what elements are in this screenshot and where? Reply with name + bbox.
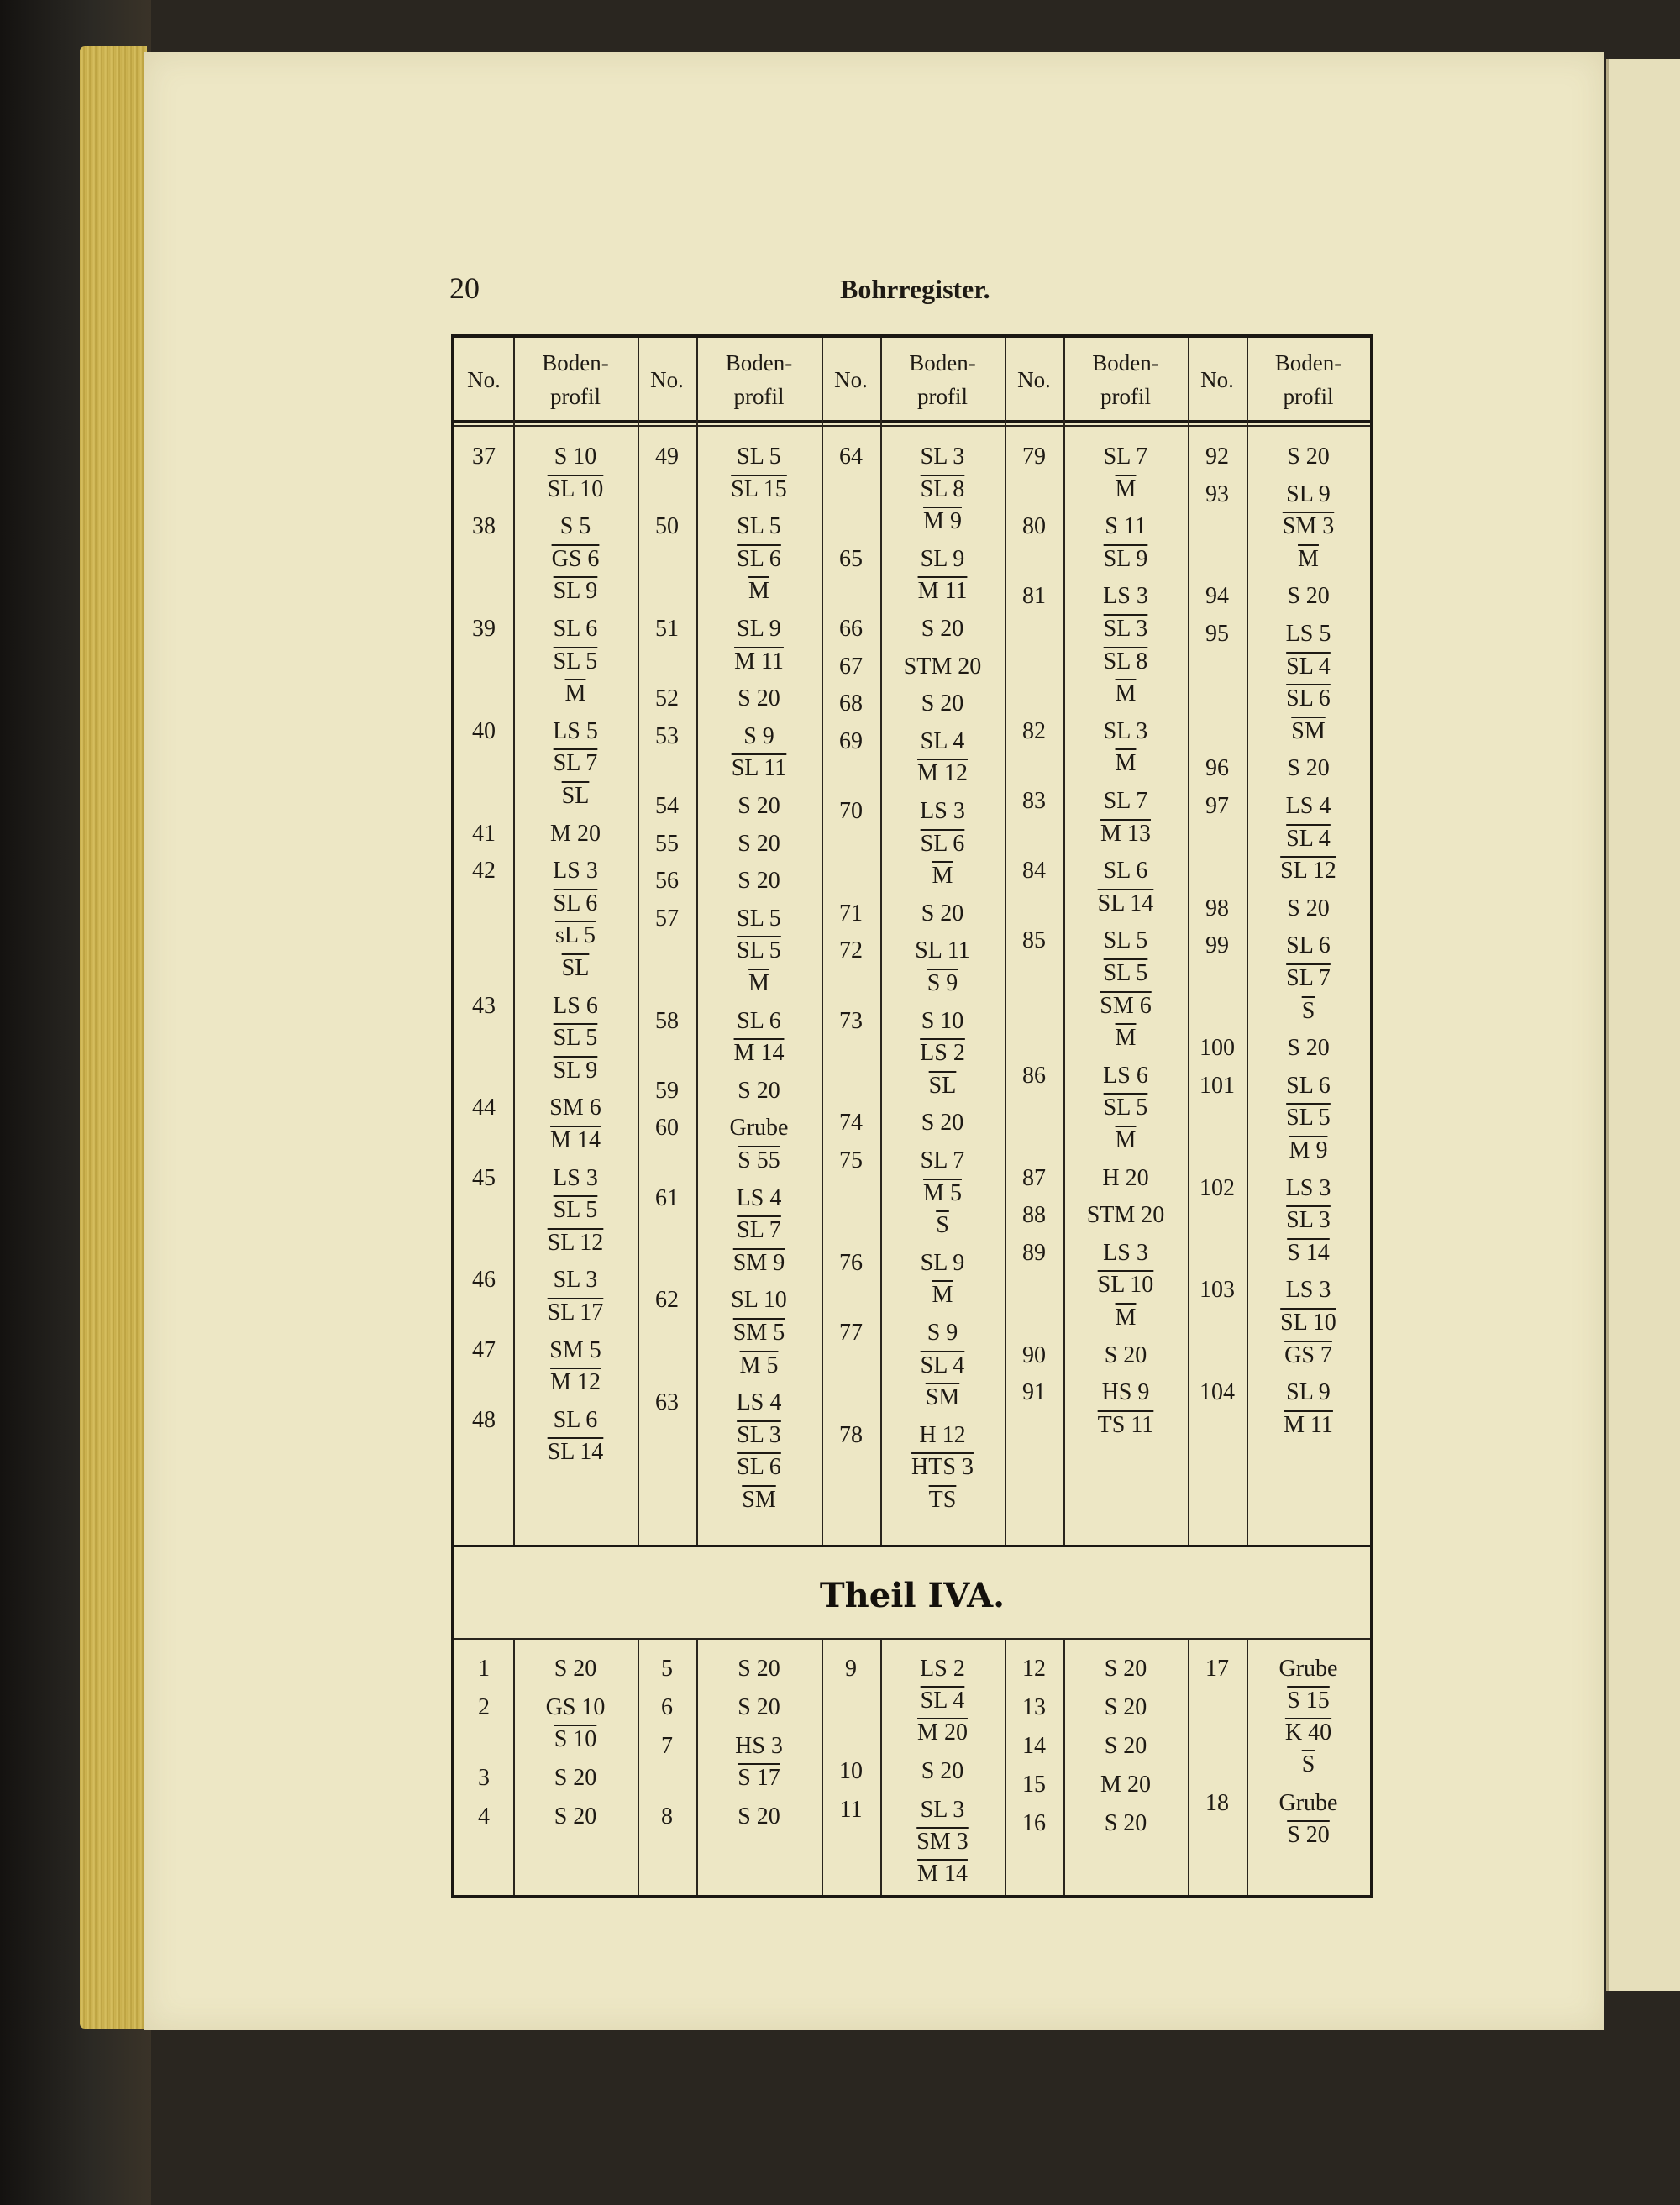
profile-layer: SM 6 — [1100, 992, 1152, 1019]
profile-layer: K 40 — [1284, 1719, 1332, 1746]
profile-layer: SL 5 — [737, 905, 781, 932]
profile-layer: SL 5 — [553, 648, 598, 675]
bore-number: 73 — [839, 1007, 863, 1034]
profile-layer: LS 4 — [736, 1184, 782, 1211]
profile-layer: SL 6 — [1286, 685, 1331, 712]
profile-layer: M 14 — [550, 1127, 601, 1153]
profile-layer: SL 9 — [920, 1249, 965, 1276]
profile-layer: M 12 — [550, 1369, 601, 1396]
bore-number: 55 — [655, 830, 679, 857]
profile-layer: HS 9 — [1101, 1379, 1150, 1406]
profile-layer: SL 17 — [547, 1299, 604, 1326]
bore-number: 62 — [655, 1287, 679, 1314]
profile-layer: sL 5 — [555, 922, 596, 949]
profile-layer: LS 3 — [1285, 1277, 1331, 1304]
profile-layer: S 15 — [1287, 1688, 1330, 1714]
bore-number: 85 — [1022, 927, 1046, 954]
profile-layer: S 20 — [554, 1656, 597, 1682]
bore-number: 9 — [845, 1656, 857, 1682]
bore-number: 46 — [472, 1267, 496, 1294]
bore-number: 52 — [655, 685, 679, 712]
bore-number: 1 — [478, 1656, 490, 1682]
header-bodenprofil — [880, 338, 1005, 422]
profile-layer: TS 11 — [1097, 1411, 1154, 1438]
profile-layer: S 20 — [1287, 895, 1330, 921]
profile-layer: $\overline{M}$ — [1298, 545, 1319, 572]
profile-layer: S 10 — [554, 1726, 597, 1752]
profile-layer: SL 5 — [1103, 960, 1148, 986]
profile-layer: SL 3 — [920, 444, 965, 470]
profile-layer: SL 5 — [1286, 1105, 1331, 1131]
bore-number: 98 — [1205, 895, 1229, 921]
profile-layer: Grube — [729, 1115, 789, 1142]
bore-number: 87 — [1022, 1164, 1046, 1191]
bore-number: 43 — [472, 992, 496, 1019]
profile-layer: S 55 — [738, 1147, 780, 1173]
profile-layer: SL 4 — [1286, 653, 1331, 680]
profile-layer: $\overline{SL}$ — [928, 1072, 957, 1099]
profile-layer: $\overline{S}$ — [1301, 1751, 1315, 1777]
profile-layer: LS 6 — [1103, 1062, 1148, 1089]
bore-number: 12 — [1022, 1656, 1046, 1682]
profile-layer: S 9 — [743, 722, 774, 749]
header-bodenprofil-line1: Boden- — [1274, 350, 1342, 375]
bore-number: 76 — [839, 1249, 863, 1276]
header-bodenprofil — [513, 338, 638, 422]
profile-layer: SL 10 — [731, 1287, 787, 1314]
profile-layer: M 9 — [923, 508, 962, 535]
gilt-page-edges — [80, 46, 147, 2029]
profile-layer: SL 4 — [1286, 825, 1331, 852]
bore-number: 70 — [839, 798, 863, 824]
profile-layer: SM 5 — [549, 1336, 601, 1363]
bore-number: 72 — [839, 937, 863, 964]
profile-layer: SL 3 — [1286, 1207, 1331, 1234]
bore-number: 15 — [1022, 1772, 1046, 1798]
bore-number: 96 — [1205, 755, 1229, 782]
profile-layer: S 20 — [738, 685, 780, 712]
bore-number: 90 — [1022, 1341, 1046, 1368]
profile-layer: LS 2 — [920, 1656, 965, 1682]
profile-layer: SL 6 — [737, 1454, 781, 1481]
bore-number: 93 — [1205, 480, 1229, 507]
profile-layer: $\overline{M}$ — [1115, 475, 1137, 502]
profile-layer: H 12 — [919, 1421, 966, 1448]
header-bodenprofil-line2: profil — [733, 384, 785, 409]
bore-number: 4 — [478, 1803, 490, 1830]
profile-layer: SL 5 — [737, 513, 781, 540]
header-bodenprofil-line1: Boden- — [909, 350, 976, 375]
bore-number: 16 — [1022, 1810, 1046, 1836]
profile-layer: S 20 — [921, 900, 964, 927]
header-bodenprofil-line1: Boden- — [542, 350, 609, 375]
bore-number: 65 — [839, 545, 863, 572]
bore-number: 61 — [655, 1184, 679, 1211]
profile-layer: SL 5 — [1103, 927, 1148, 954]
bore-number: 86 — [1022, 1062, 1046, 1089]
profile-layer: M 13 — [1100, 820, 1151, 847]
bore-number: 39 — [472, 616, 496, 642]
profile-layer: $\overline{M}$ — [1115, 1025, 1137, 1052]
header-bodenprofil — [1247, 338, 1370, 422]
header-no: No. — [1017, 367, 1051, 392]
bore-number: 51 — [655, 616, 679, 642]
bore-number: 37 — [472, 444, 496, 470]
bore-number: 59 — [655, 1077, 679, 1104]
bore-number: 47 — [472, 1336, 496, 1363]
bore-number: 53 — [655, 722, 679, 749]
profile-layer: STM 20 — [903, 653, 982, 680]
profile-layer: SL 10 — [547, 475, 604, 502]
profile-layer: LS 3 — [1103, 1239, 1148, 1266]
profile-layer: M 11 — [917, 578, 968, 605]
profile-layer: SL 9 — [553, 578, 598, 605]
bore-number: 13 — [1022, 1694, 1046, 1720]
section-rule-top — [454, 1545, 1370, 1547]
profile-layer: SM 3 — [916, 1829, 969, 1855]
section-rule-bottom — [454, 1638, 1370, 1640]
profile-layer: M 20 — [1100, 1772, 1151, 1798]
profile-layer: SL 3 — [737, 1421, 781, 1448]
bore-number: 3 — [478, 1765, 490, 1791]
bore-number: 45 — [472, 1164, 496, 1191]
profile-layer: SL 5 — [553, 1197, 598, 1224]
profile-layer: S 20 — [1287, 583, 1330, 610]
profile-layer: SL 7 — [1286, 965, 1331, 991]
profile-layer: S 20 — [554, 1765, 597, 1791]
bore-number: 80 — [1022, 513, 1046, 540]
profile-layer: SL 4 — [920, 727, 965, 754]
bore-number: 7 — [661, 1733, 673, 1759]
bore-number: 49 — [655, 444, 679, 470]
profile-layer: SL 9 — [1103, 545, 1148, 572]
bore-number: 66 — [839, 616, 863, 642]
profile-layer: S 20 — [738, 868, 780, 895]
bore-number: 38 — [472, 513, 496, 540]
page-title: Bohrregister. — [840, 274, 990, 304]
profile-layer: S 20 — [554, 1803, 597, 1830]
bore-number: 84 — [1022, 858, 1046, 885]
profile-layer: SL 10 — [1097, 1272, 1154, 1299]
bore-number: 94 — [1205, 583, 1229, 610]
bore-number: 42 — [472, 858, 496, 885]
profile-layer: S 20 — [738, 1694, 780, 1720]
profile-layer: GS 6 — [551, 545, 600, 572]
profile-layer: STM 20 — [1086, 1202, 1165, 1229]
bore-number: 5 — [661, 1656, 673, 1682]
profile-layer: HS 3 — [735, 1733, 783, 1759]
profile-layer: S 20 — [921, 616, 964, 642]
profile-layer: SL 6 — [553, 1406, 598, 1433]
profile-layer: GS 7 — [1284, 1341, 1332, 1368]
bore-number: 83 — [1022, 788, 1046, 814]
profile-layer: SL 5 — [737, 937, 781, 964]
profile-layer: SL 10 — [1280, 1310, 1336, 1336]
profile-layer: SL 7 — [1103, 444, 1148, 470]
profile-layer: SL 3 — [1103, 616, 1148, 642]
profile-layer: SL 9 — [737, 616, 781, 642]
bore-number: 57 — [655, 905, 679, 932]
profile-layer: SL 11 — [731, 755, 787, 782]
bore-number: 63 — [655, 1389, 679, 1416]
profile-layer: M 11 — [734, 648, 784, 675]
profile-layer: $\overline{M}$ — [748, 578, 769, 605]
bore-number: 6 — [661, 1694, 673, 1720]
profile-layer: S 20 — [1104, 1694, 1147, 1720]
profile-layer: LS 5 — [1285, 621, 1331, 647]
profile-layer: SL 7 — [920, 1147, 965, 1173]
profile-layer: LS 3 — [920, 798, 965, 824]
profile-layer: SL 7 — [737, 1217, 781, 1244]
profile-layer: S 20 — [1287, 1822, 1330, 1848]
profile-layer: LS 5 — [553, 717, 598, 744]
profile-layer: LS 3 — [1285, 1174, 1331, 1201]
profile-layer: SL 6 — [737, 545, 781, 572]
bore-number: 48 — [472, 1406, 496, 1433]
profile-layer: SL 11 — [915, 937, 970, 964]
profile-layer: SL 8 — [920, 475, 965, 502]
bore-number: 88 — [1022, 1202, 1046, 1229]
profile-layer: SL 14 — [547, 1439, 604, 1466]
section-title: Theil IVA. — [819, 1576, 1005, 1615]
profile-layer: SL 5 — [553, 1025, 598, 1052]
header-bodenprofil — [696, 338, 822, 422]
profile-layer: $\overline{SM}$ — [742, 1487, 776, 1513]
profile-layer: S 20 — [1104, 1810, 1147, 1836]
profile-layer: M 20 — [917, 1719, 968, 1746]
profile-layer: $\overline{SM}$ — [1291, 717, 1326, 744]
bore-number: 89 — [1022, 1239, 1046, 1266]
profile-layer: $\overline{SL}$ — [561, 783, 590, 809]
bore-number: 97 — [1205, 793, 1229, 819]
bore-number: 74 — [839, 1110, 863, 1137]
profile-layer: LS 3 — [553, 858, 598, 885]
header-no: No. — [467, 367, 501, 392]
profile-layer: Grube — [1278, 1656, 1338, 1682]
profile-layer: Grube — [1278, 1790, 1338, 1816]
profile-layer: HTS 3 — [911, 1454, 974, 1481]
profile-layer: $\overline{TS}$ — [928, 1487, 957, 1513]
profile-layer: LS 6 — [553, 992, 598, 1019]
profile-layer: M 9 — [1289, 1137, 1328, 1163]
profile-layer: SL 7 — [1103, 788, 1148, 814]
profile-layer: $\overline{M}$ — [748, 970, 769, 996]
bore-number: 18 — [1205, 1790, 1229, 1816]
profile-layer: M 14 — [917, 1861, 968, 1887]
profile-layer: $\overline{SL}$ — [561, 955, 590, 981]
profile-layer: SL 5 — [1103, 1095, 1148, 1121]
profile-layer: S 20 — [1287, 444, 1330, 470]
bore-number: 64 — [839, 444, 863, 470]
page-number: 20 — [449, 271, 480, 305]
bore-number: 95 — [1205, 621, 1229, 647]
profile-layer: S 20 — [738, 1803, 780, 1830]
running-head — [0, 270, 1680, 312]
profile-layer: SL 7 — [553, 750, 598, 777]
profile-layer: LS 2 — [920, 1040, 965, 1067]
profile-layer: S 9 — [927, 970, 958, 996]
bore-number: 60 — [655, 1115, 679, 1142]
profile-layer: S 20 — [921, 690, 964, 717]
profile-layer: M 14 — [733, 1040, 785, 1067]
profile-layer: SL 4 — [920, 1688, 965, 1714]
bore-number: 101 — [1200, 1072, 1235, 1099]
profile-layer: SL 14 — [1097, 890, 1154, 916]
bore-number: 54 — [655, 793, 679, 819]
bore-number: 8 — [661, 1803, 673, 1830]
bore-number: 75 — [839, 1147, 863, 1173]
profile-layer: M 11 — [1284, 1411, 1333, 1438]
profile-layer: M 5 — [739, 1352, 779, 1378]
profile-layer: $\overline{M}$ — [1115, 1305, 1137, 1331]
profile-layer: S 10 — [554, 444, 597, 470]
profile-layer: SL 4 — [920, 1352, 965, 1378]
bore-number: 50 — [655, 513, 679, 540]
header-bodenprofil — [1063, 338, 1188, 422]
profile-layer: SL 3 — [553, 1267, 598, 1294]
profile-layer: SL 6 — [1103, 858, 1148, 885]
profile-layer: SL 6 — [1286, 1072, 1331, 1099]
bore-number: 100 — [1200, 1035, 1235, 1062]
profile-layer: $\overline{M}$ — [932, 1282, 953, 1309]
bore-number: 79 — [1022, 444, 1046, 470]
profile-layer: SL 12 — [547, 1229, 604, 1256]
profile-layer: M 5 — [923, 1179, 962, 1206]
profile-layer: $\overline{M}$ — [1115, 680, 1137, 707]
profile-layer: SL 3 — [920, 1797, 965, 1823]
profile-layer: M 12 — [917, 760, 968, 787]
header-no: No. — [834, 367, 868, 392]
profile-layer: SL 15 — [731, 475, 787, 502]
bore-number: 102 — [1200, 1174, 1235, 1201]
profile-layer: SL 6 — [1286, 932, 1331, 959]
profile-layer: H 20 — [1102, 1164, 1149, 1191]
profile-layer: $\overline{S}$ — [1301, 997, 1315, 1024]
profile-layer: $\overline{M}$ — [932, 863, 953, 890]
profile-layer: LS 4 — [1285, 793, 1331, 819]
profile-layer: S 20 — [738, 1656, 780, 1682]
profile-layer: SL 6 — [553, 890, 598, 916]
header-bodenprofil-line2: profil — [916, 384, 968, 409]
profile-layer: M 20 — [550, 820, 601, 847]
profile-layer: SM 5 — [732, 1320, 785, 1346]
bore-number: 14 — [1022, 1733, 1046, 1759]
profile-layer: S 11 — [1105, 513, 1147, 540]
profile-layer: GS 10 — [545, 1694, 606, 1720]
profile-layer: SL 6 — [553, 616, 598, 642]
profile-layer: $\overline{S}$ — [936, 1212, 949, 1239]
header-rule-thin — [454, 425, 1370, 427]
profile-layer: S 20 — [738, 830, 780, 857]
profile-layer: S 20 — [921, 1110, 964, 1137]
profile-layer: S 20 — [738, 793, 780, 819]
adjacent-page-edge — [1606, 59, 1680, 1991]
bore-number: 41 — [472, 820, 496, 847]
profile-layer: SL 9 — [1286, 1379, 1331, 1406]
header-bodenprofil-line2: profil — [1100, 384, 1151, 409]
bore-number: 58 — [655, 1007, 679, 1034]
bore-number: 77 — [839, 1320, 863, 1346]
profile-layer: LS 3 — [553, 1164, 598, 1191]
bore-number: 91 — [1022, 1379, 1046, 1406]
bore-number: 82 — [1022, 717, 1046, 744]
profile-layer: SM 6 — [549, 1095, 601, 1121]
profile-layer: SL 9 — [553, 1057, 598, 1084]
header-no: No. — [1200, 367, 1234, 392]
bore-number: 2 — [478, 1694, 490, 1720]
profile-layer: SL 6 — [737, 1007, 781, 1034]
profile-layer: SL 3 — [1103, 717, 1148, 744]
bore-number: 10 — [839, 1758, 863, 1784]
profile-layer: S 20 — [1287, 755, 1330, 782]
profile-layer: S 20 — [1104, 1656, 1147, 1682]
bore-number: 81 — [1022, 583, 1046, 610]
profile-layer: S 20 — [1104, 1733, 1147, 1759]
profile-layer: SL 8 — [1103, 648, 1148, 675]
profile-layer: SL 9 — [920, 545, 965, 572]
profile-layer: SL 12 — [1280, 858, 1336, 885]
bore-number: 44 — [472, 1095, 496, 1121]
profile-layer: S 5 — [559, 513, 591, 540]
profile-layer: $\overline{SM}$ — [925, 1384, 960, 1411]
bore-number: 68 — [839, 690, 863, 717]
header-bodenprofil-line2: profil — [1283, 384, 1334, 409]
bore-number: 92 — [1205, 444, 1229, 470]
bore-number: 17 — [1205, 1656, 1229, 1682]
profile-layer: S 10 — [921, 1007, 964, 1034]
header-bodenprofil-line1: Boden- — [1092, 350, 1159, 375]
bore-number: 56 — [655, 868, 679, 895]
profile-layer: S 17 — [738, 1765, 780, 1791]
bore-number: 78 — [839, 1421, 863, 1448]
bore-number: 71 — [839, 900, 863, 927]
profile-layer: SL 9 — [1286, 480, 1331, 507]
bore-number: 103 — [1200, 1277, 1235, 1304]
bore-number: 69 — [839, 727, 863, 754]
bore-register-table — [451, 334, 1373, 1898]
bore-number: 40 — [472, 717, 496, 744]
profile-layer: SM 9 — [732, 1249, 785, 1276]
profile-layer: LS 3 — [1103, 583, 1148, 610]
profile-layer: SL 6 — [920, 830, 965, 857]
profile-layer: SM 3 — [1282, 513, 1335, 540]
profile-layer: SL 5 — [737, 444, 781, 470]
profile-layer: $\overline{M}$ — [564, 680, 586, 707]
bore-number: 67 — [839, 653, 863, 680]
profile-layer: S 20 — [738, 1077, 780, 1104]
header-bodenprofil-line1: Boden- — [725, 350, 793, 375]
header-bodenprofil-line2: profil — [549, 384, 601, 409]
header-no: No. — [650, 367, 684, 392]
profile-layer: S 20 — [921, 1758, 964, 1784]
profile-layer: $\overline{M}$ — [1115, 1127, 1137, 1153]
profile-layer: S 14 — [1287, 1239, 1330, 1266]
profile-layer: S 20 — [1287, 1035, 1330, 1062]
bore-number: 11 — [839, 1797, 863, 1823]
profile-layer: LS 4 — [736, 1389, 782, 1416]
profile-layer: S 9 — [927, 1320, 958, 1346]
profile-layer: $\overline{M}$ — [1115, 750, 1137, 777]
profile-layer: S 20 — [1104, 1341, 1147, 1368]
bore-number: 104 — [1200, 1379, 1235, 1406]
bore-number: 99 — [1205, 932, 1229, 959]
